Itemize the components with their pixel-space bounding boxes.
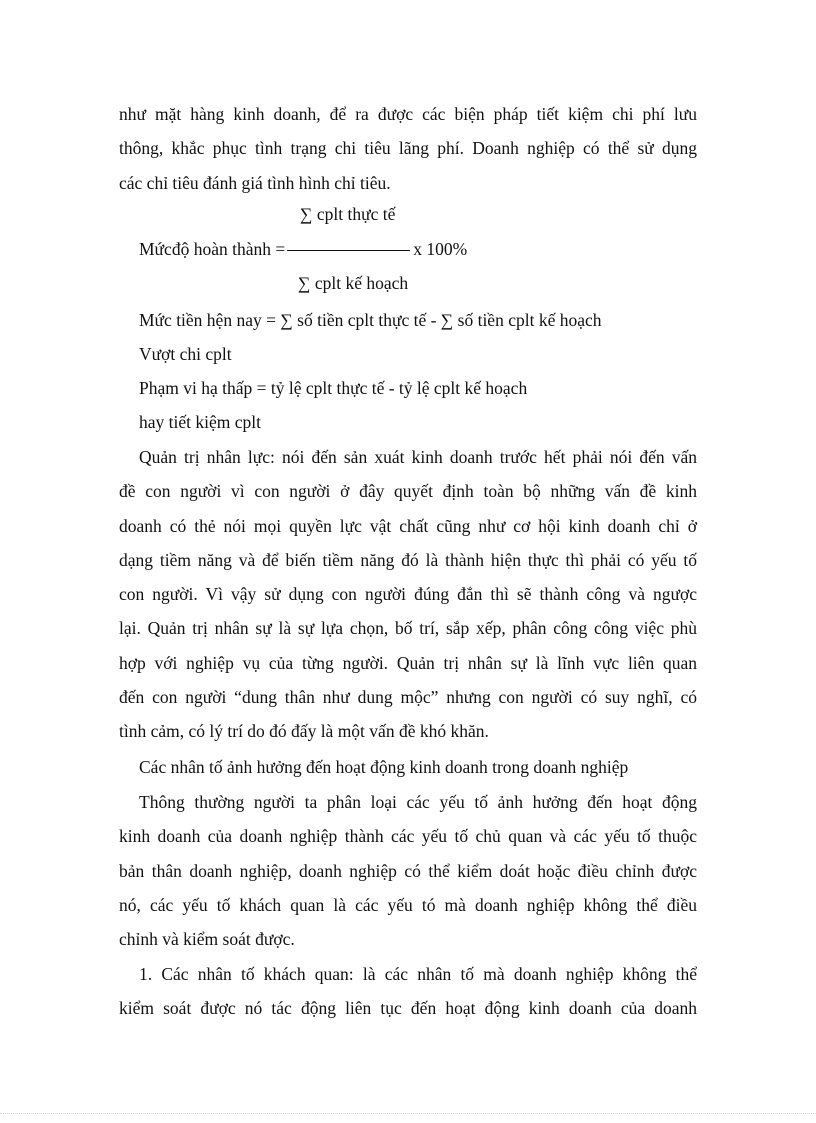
text-line: đến con người “dung thân như dung mộc” nhưng con người có suy nghĩ, có	[119, 687, 697, 708]
text-line: thông, khắc phục tình trạng chi tiêu lãng phí. Doanh nghiệp có thể sử dụng	[119, 138, 697, 159]
fraction-bar	[287, 250, 410, 251]
text-line: doanh có thẻ nói mọi quyền lực vật chất cũng như cơ hội kinh doanh chỉ ở	[119, 515, 697, 536]
paragraph-objective-factors	[119, 957, 697, 1026]
text-line: lại. Quản trị nhân sự là sự lựa chọn, bố trí, sắp xếp, phân công công việc phù	[119, 618, 697, 639]
text-line: Thông thường người ta phân loại các yếu tố ảnh hưởng đến hoạt động	[139, 792, 697, 812]
text-line: bản thân doanh nghiệp, doanh nghiệp có thể kiểm doát hoặc điều chỉnh được	[119, 860, 697, 881]
formula-numerator: ∑ cplt thực tế	[300, 204, 396, 224]
formula-completion-rate	[139, 239, 467, 260]
text-line: các chỉ tiêu đánh giá tình hình chỉ tiêu.	[119, 172, 391, 193]
formula-line-saving: hay tiết kiệm cplt	[139, 412, 261, 432]
text-line: kiểm soát được nó tác động liên tục đến hoạt động kinh doanh của doanh	[119, 998, 697, 1019]
text-line: Quản trị nhân lực: nói đến sản xuát kinh doanh trước hết phải nói đến vấn	[139, 447, 697, 467]
text-line: 1. Các nhân tố khách quan: là các nhân tố mà doanh nghiệp không thể	[139, 964, 697, 984]
text-line: dạng tiềm năng và để biến tiềm năng đó là thành hiện thực thì phải có yếu tố	[119, 549, 697, 570]
paragraph-cost-intro	[119, 97, 697, 200]
text-line: chỉnh và kiểm soát được.	[119, 929, 295, 950]
formula-denominator: ∑ cplt kế hoạch	[298, 273, 409, 293]
text-line: như mặt hàng kinh doanh, để ra được các biện pháp tiết kiệm chi phí lưu	[119, 104, 697, 124]
formula-line-reduction: Phạm vi hạ thấp = tỷ lệ cplt thực tế - tỷ lệ cplt kế hoạch	[139, 378, 528, 398]
section-heading: Các nhân tố ảnh hưởng đến hoạt động kinh doanh trong doanh nghiệp	[139, 757, 629, 777]
formula-suffix: x 100%	[413, 239, 468, 259]
text-line: tình cảm, có lý trí do đó đấy là một vấn đề khó khăn.	[119, 721, 489, 742]
paragraph-hr-management	[119, 440, 697, 749]
formula-label: Mứcđộ hoàn thành =	[139, 239, 286, 259]
paragraph-factor-classification	[119, 785, 697, 956]
text-line: đề con người vì con người ở đây quyết định toàn bộ những vấn đề kinh	[119, 481, 697, 502]
text-line: con người. Vì vậy sử dụng con người đúng đắn thì sẽ thành công và ngược	[119, 584, 697, 605]
formula-line-money: Mức tiền hện nay = ∑ số tiền cplt thực tế - ∑ số tiền cplt kế hoạch	[139, 310, 602, 330]
page-bottom-divider	[0, 1113, 816, 1114]
text-line: hợp với nghiệp vụ của từng người. Quản trị nhân sự là lĩnh vực liên quan	[119, 652, 697, 673]
text-line: kinh doanh của doanh nghiệp thành các yếu tố chủ quan và các yếu tố thuộc	[119, 826, 697, 847]
formula-line-overspend: Vượt chi cplt	[139, 344, 232, 364]
text-line: nó, các yếu tố khách quan là các yếu tó mà doanh nghiệp không thể điều	[119, 894, 697, 915]
